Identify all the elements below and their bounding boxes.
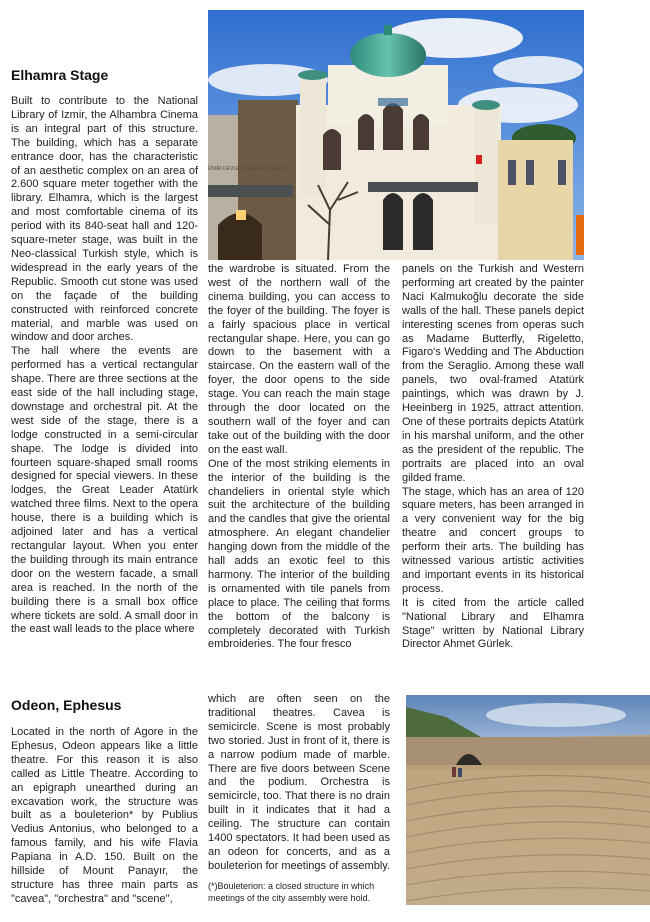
elhamra-building-photo: [208, 10, 584, 260]
odeon-col1-para-1: Located in the north of Agore in the Ephesus, Odeon appears like a little theatre. For this reason it is also called as Little Theatre. According to an epigraph unearthed during an excavation work, the structure was built as a bouleterion* by Publius Vedius Antonius, who belonged to a famous family, and his wife Flavia Papiana in A.D. 150. Built on the hillside of Mount Panayır, the structure has three main parts as "cavea", "orchestra" and "scene",: [11, 726, 198, 905]
elhamra-title: Elhamra Stage: [11, 67, 109, 83]
elhamra-col2-para-1: the wardrobe is situated. From the west of the northern wall of the cinema building, you can access to the foyer of the building. The foyer is a fairly spacious place in vertical rectangular shape. Here, you can go down to the basement with a staircase. On the eastern wall of the foyer, the door opens to the side stage. You can reach the main stage through the door located on the southern wall of the foyer and can take out of the building with the door on the east wall.: [208, 263, 390, 456]
elhamra-column-2: [208, 263, 390, 652]
elhamra-col3-para-3: It is cited from the article called "National Library and Elhamra Stage" written by National Library Director Ahmet Gürlek.: [402, 596, 584, 651]
elhamra-column-1: [11, 95, 198, 637]
elhamra-col2-para-2: One of the most striking elements in the interior of the building is the chandeliers in oriental style which suit the architecture of the building and the candles that give the oriental atmosphere. An elegant chandelier hanging down from the middle of the hall adds an exotic feel to this harmony. The interior of the building is ornamented with tile panels from place to place. The ceiling that forms the bottom of the balcony is completely decorated with Turkish embroideries. The four fresco: [208, 457, 390, 651]
elhamra-col3-para-1: panels on the Turkish and Western performing art created by the painter Naci Kalmukoğlu decorate the side walls of the hall. These panels depict interesting scenes from operas such as Madame Butterfly, Rigeletto, Figaro's Wedding and The Abduction from the Seraglio. Among these wall panels, two oval-framed Atatürk paintings, which was drawn by J. Heeinberg in 1925, attract attention. One of these portraits depicts Atatürk in his marshal uniform, and the other as the president of the republic. The portraits are placed into an oval gilded frame.: [402, 263, 584, 484]
odeon-column-2: [208, 693, 390, 874]
odeon-footnote: (*)Bouleterion: a closed structure in which meetings of the city assembly were hold.: [208, 881, 375, 903]
odeon-theatre-photo: [406, 695, 650, 905]
odeon-col2-para-1: which are often seen on the traditional theatres. Cavea is semicircle. Scene is most probably two storied. Just in front of it, there is a narrow podium made of marble. There are five doors between Scene and the podium. Orchestra is semicircle, too. That there is no drain built in it indicates that it had a ceiling. The structure can contain 1400 spectators. It had been used as an odeon for concerts, and as a bouleterion for meetings of assembly.: [208, 693, 390, 872]
elhamra-col3-para-2: The stage, which has an area of 120 square meters, has been arranged in a very convenient way for the big theatre and concert groups to perform their arts. The building has witnessed various artistic activities and important events in its historical process.: [402, 485, 584, 595]
elhamra-column-3: [402, 263, 584, 652]
elhamra-col1-para-1: Built to contribute to the National Library of Izmir, the Alhambra Cinema is an integral part of this structure. The building, which has a separate entrance door, has the characteristic of an aesthetic complex on an area of 2.600 square meter together with the library. Elhamra, which is the largest and most comfortable cinema of its period with its 840-seat hall and 120-square-meter stage, was built in the Neo-classical Turkish style, which is widespread in the early years of the Republic. Smooth cut stone was used on the façade of the building constructed with reinforced concrete material, and marble was used on window and door arches.: [11, 95, 198, 344]
elhamra-col1-para-2: The hall where the events are performed has a vertical rectangular shape. There are three sections at the east side of the hall including stage, downstage and orchestral pit. At the west side of the stage, there is a lodge constructed in a semi-circular shape. The lodge is divided into fourteen square-shaped small rooms designed for special viewers. In these lodges, the Great Leader Atatürk watched three films. Next to the opera house, there is a building which is adjoined later and has a vertical rectangular layout. When you enter the building through its main entrance door on the western facade, a small area is reached. In the north of the building there is a small box office where tickets are sold. A small door in the east wall leads to the place where: [11, 345, 198, 636]
odeon-column-1: [11, 726, 198, 907]
odeon-title: Odeon, Ephesus: [11, 697, 122, 713]
elhamra-photo-sign: İZMİR DEVLET OPERA ve BALESİ: [208, 166, 287, 172]
